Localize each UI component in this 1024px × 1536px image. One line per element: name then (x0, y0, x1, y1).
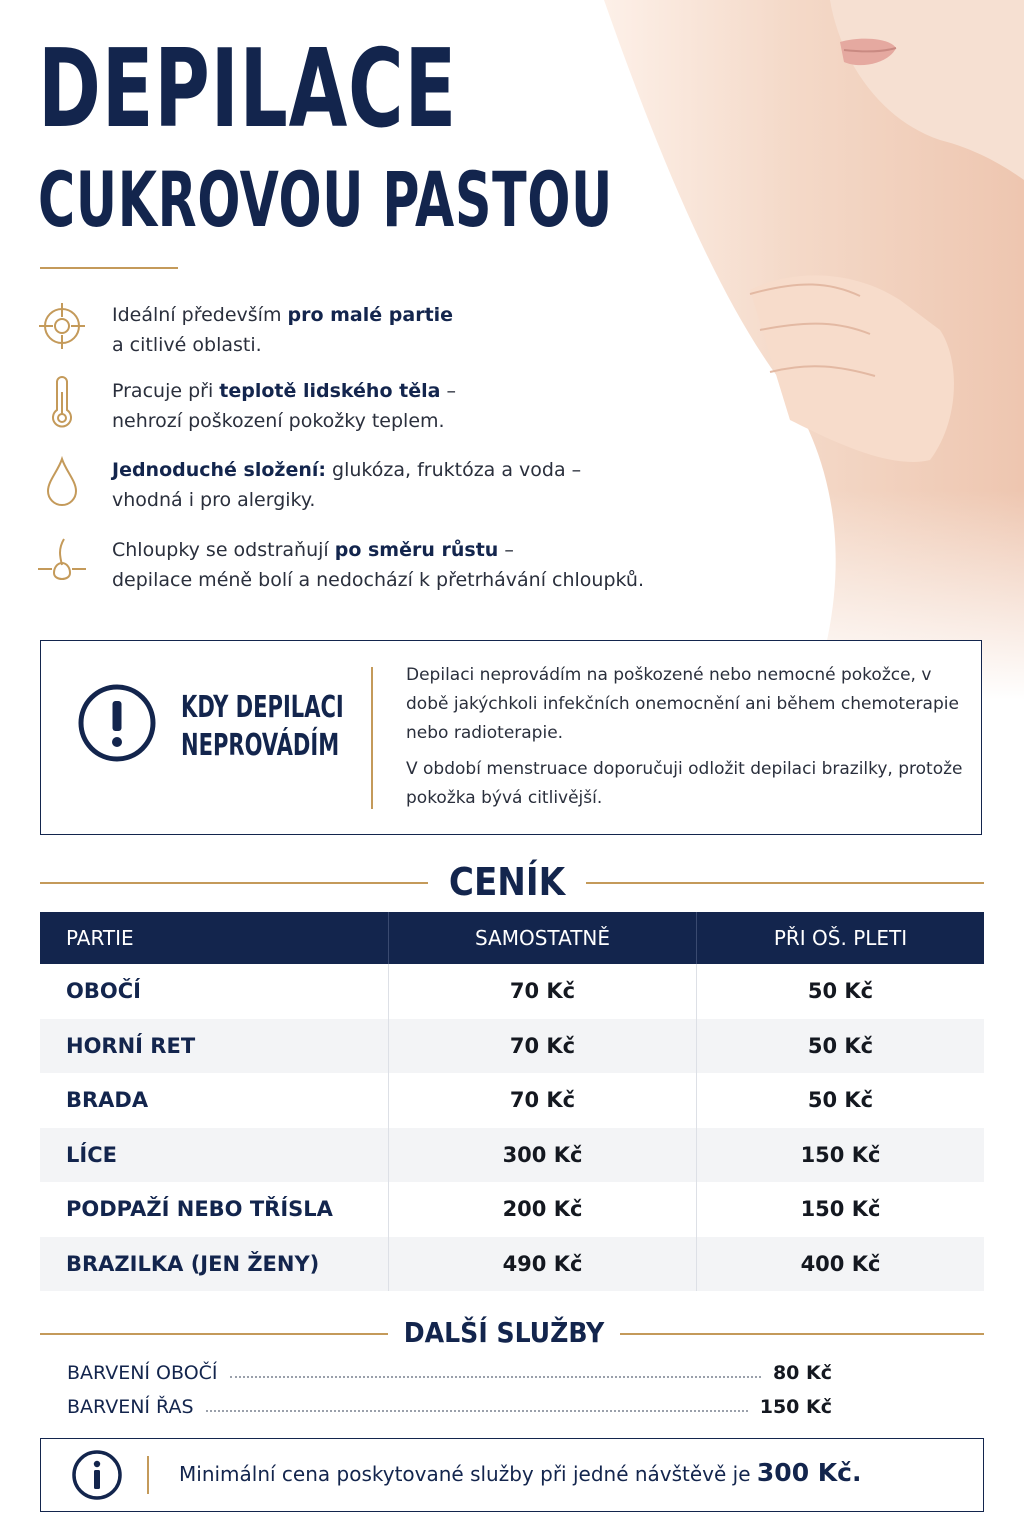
service-item: BARVENÍ OBOČÍ 80 Kč (67, 1362, 832, 1384)
service-item: BARVENÍ ŘAS 150 Kč (67, 1396, 832, 1418)
table-body (40, 964, 984, 1291)
table-row: BRAZILKA (JEN ŽENY) 490 Kč 400 Kč (40, 1237, 984, 1292)
table-row: OBOČÍ 70 Kč 50 Kč (40, 964, 984, 1019)
feature-hair-growth (38, 535, 698, 605)
section-rule-left (40, 1333, 388, 1335)
contraindications-text: Depilaci neprovádím na poškozené nebo nemocné pokožce, v době jakýchkoli infekčních onemocnění ani během chemoterapie nebo radioterapie. V období menstruace doporučuji odložit depilaci brazilky, protože pokožka bývá citlivější. (406, 665, 963, 808)
thermometer-icon (38, 376, 86, 428)
info-icon (71, 1449, 123, 1501)
minimum-price-box (40, 1438, 984, 1512)
divider (147, 1456, 149, 1494)
pricing-title: CENÍK (448, 860, 566, 904)
page-title: DEPILACE (38, 27, 458, 152)
minimum-price-value: 300 Kč. (756, 1458, 862, 1487)
hair-follicle-icon (38, 535, 86, 587)
section-rule-left (40, 882, 428, 884)
feature-line2: depilace méně bolí a nedochází k přetrhávání chloupků. (112, 569, 644, 591)
exclamation-icon (77, 683, 157, 763)
feature-line2: vhodná i pro alergiky. (112, 489, 316, 511)
feature-line: Chloupky se odstraňují po směru růstu – (112, 539, 514, 561)
feature-line: Ideální především pro malé partie (112, 304, 454, 326)
feature-line: Pracuje při teplotě lidského těla – (112, 380, 456, 402)
feature-small-areas (38, 300, 698, 370)
feature-line: Jednoduché složení: glukóza, fruktóza a voda – (112, 459, 582, 481)
feature-line2: nehrozí poškození pokožky teplem. (112, 410, 445, 432)
table-row: HORNÍ RET 70 Kč 50 Kč (40, 1019, 984, 1074)
section-rule-right (620, 1333, 984, 1335)
column-header-part: PARTIE (40, 912, 389, 964)
feature-body-temperature (38, 376, 698, 446)
price-table (40, 912, 984, 1291)
divider (371, 667, 373, 809)
table-row: PODPAŽÍ NEBO TŘÍSLA 200 Kč 150 Kč (40, 1182, 984, 1237)
services-title: DALŠÍ SLUŽBY (403, 1316, 605, 1349)
drop-icon (38, 455, 86, 507)
minimum-price-text: Minimální cena poskytované služby při jedné návštěvě je 300 Kč. (179, 1458, 862, 1487)
column-header-alone: SAMOSTATNĚ (389, 912, 697, 964)
leader-dots (206, 1410, 748, 1412)
feature-line2: a citlivé oblasti. (112, 334, 262, 356)
contraindications-box (40, 640, 982, 835)
table-row: BRADA 70 Kč 50 Kč (40, 1073, 984, 1128)
contraindications-title: KDY DEPILACI NEPROVÁDÍM (181, 690, 344, 763)
target-icon (38, 300, 86, 352)
page-subtitle: CUKROVOU PASTOU (38, 155, 613, 244)
column-header-with-care: PŘI OŠ. PLETI (773, 926, 908, 950)
leader-dots (230, 1376, 761, 1378)
table-header (40, 912, 984, 964)
table-row: LÍCE 300 Kč 150 Kč (40, 1128, 984, 1183)
section-rule-right (586, 882, 984, 884)
feature-composition (38, 455, 698, 525)
title-underline (40, 267, 178, 269)
